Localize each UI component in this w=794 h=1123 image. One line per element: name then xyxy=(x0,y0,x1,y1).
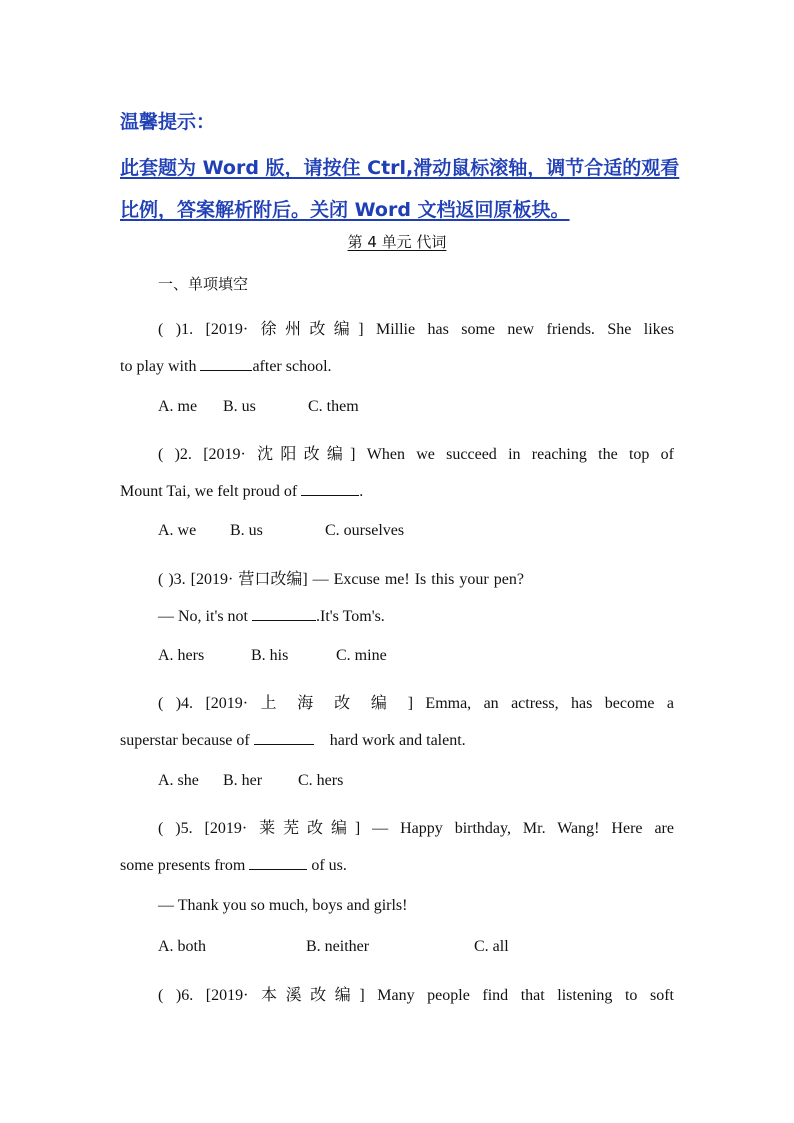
question-1-options xyxy=(158,398,674,416)
word-version-notice xyxy=(120,147,685,231)
option-c: C. them xyxy=(308,398,359,415)
question-5-reply: — Thank you so much, boys and girls! xyxy=(158,897,408,914)
notice-text: 此套题为 Word 版，请按住 Ctrl,滑动鼠标滚轴，调节合适的观看比例，答案解析附后。关闭 Word 文档返回原板块。 xyxy=(120,157,680,221)
option-c: C. ourselves xyxy=(325,522,405,539)
question-1-stem-line2: to play with after school. xyxy=(120,358,332,375)
answer-blank xyxy=(254,730,314,745)
option-c: C. all xyxy=(474,938,509,955)
option-a: A. hers xyxy=(158,647,205,664)
question-5-stem-line2: some presents from of us. xyxy=(120,857,347,874)
option-c: C. hers xyxy=(298,772,344,789)
answer-blank xyxy=(252,606,316,621)
option-c: C. mine xyxy=(336,647,387,664)
tip-label: 温馨提示： xyxy=(120,111,216,133)
question-5-stem-line1: ( )5. [2019· 莱芜改编] — Happy birthday, Mr. Wang! Here are xyxy=(158,820,674,837)
question-1-stem-line1: ( )1. [2019· 徐州改编] Millie has some new friends. She likes xyxy=(158,321,674,338)
question-4-stem-line1: ( )4. [2019· 上 海 改 编 ] Emma, an actress, has become a xyxy=(158,695,674,712)
answer-blank xyxy=(249,855,307,870)
answer-blank xyxy=(200,356,252,371)
question-6-stem-line1: ( )6. [2019· 本溪改编] Many people find that listening to soft xyxy=(158,987,674,1004)
option-b: B. us xyxy=(223,398,256,415)
question-4-stem-line2: superstar because of hard work and talent. xyxy=(120,732,466,749)
option-b: B. his xyxy=(251,647,289,664)
question-2-stem-line1: ( )2. [2019· 沈阳改编] When we succeed in reaching the top of xyxy=(158,446,674,463)
question-3-stem-line2: — No, it's not .It's Tom's. xyxy=(158,608,385,625)
question-3-options xyxy=(158,647,674,665)
option-a: A. both xyxy=(158,938,206,955)
answer-blank xyxy=(301,481,359,496)
section-title: 一、单项填空 xyxy=(158,275,249,293)
question-2-stem-line2: Mount Tai, we felt proud of . xyxy=(120,483,364,500)
question-2-options xyxy=(158,522,674,540)
question-4-options xyxy=(158,772,674,790)
unit-title: 第 4 单元 代词 xyxy=(347,233,447,251)
option-b: B. her xyxy=(223,772,263,789)
option-a: A. me xyxy=(158,398,198,415)
option-b: B. us xyxy=(230,522,263,539)
question-3-stem-line1: ( )3. [2019· 营口改编] — Excuse me! Is this your pen? xyxy=(158,571,524,588)
option-a: A. we xyxy=(158,522,197,539)
option-b: B. neither xyxy=(306,938,370,955)
option-a: A. she xyxy=(158,772,199,789)
question-5-options xyxy=(158,938,674,956)
